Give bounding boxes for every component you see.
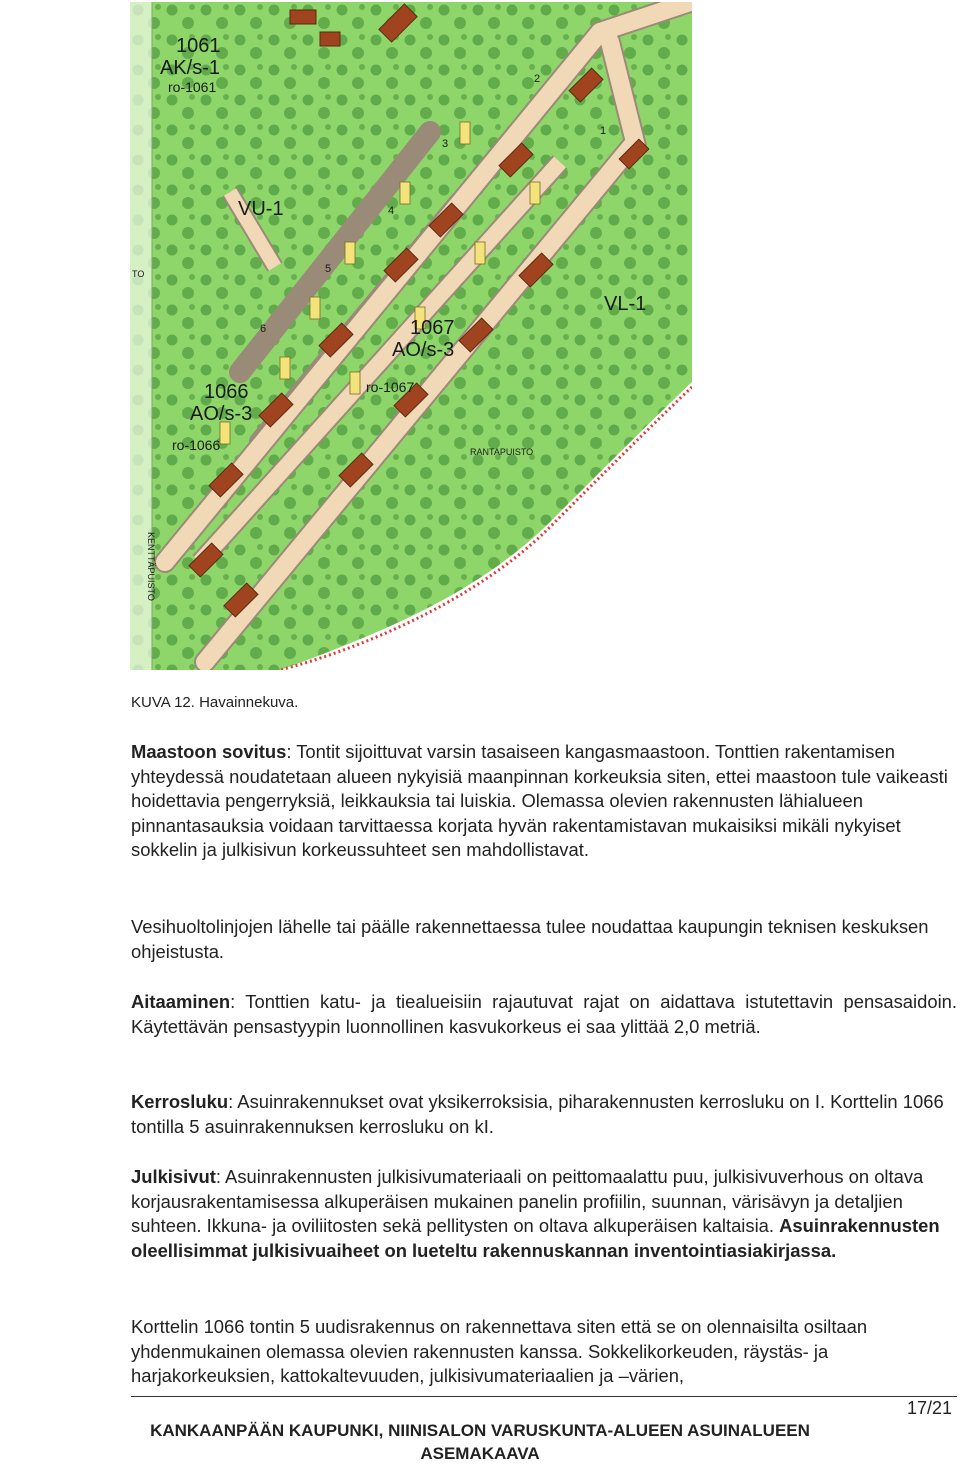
map-label-plot-3: 3 — [442, 138, 449, 150]
map-label-ro-1067: ro-1067 — [366, 379, 415, 395]
footer-line-2: ASEMAKAAVA — [420, 1444, 540, 1463]
footer-divider — [131, 1396, 957, 1397]
site-plan-illustration — [130, 2, 692, 670]
map-label-block-1067: 1067 — [410, 317, 455, 339]
paragraph-maastoon-sovitus — [131, 740, 957, 863]
heading-kerrosluku: Kerrosluku — [131, 1091, 229, 1112]
map-label-rantapuisto: RANTAPUISTO — [470, 447, 534, 457]
map-label-to: TO — [132, 269, 145, 279]
footer-line-1: KANKAANPÄÄN KAUPUNKI, NIINISALON VARUSKUNTA-ALUEEN ASUINALUEEN — [150, 1421, 810, 1440]
map-label-plot-4: 4 — [388, 205, 395, 217]
map-label-plot-6: 6 — [260, 323, 267, 335]
map-label-vu1: VU-1 — [238, 198, 284, 220]
text-kerrosluku: : Asuinrakennukset ovat yksikerroksisia, piharakennusten kerrosluku on I. Korttelin 1066 tontilla 5 asuinrakennuksen kerrosluku on kI. — [131, 1091, 944, 1137]
map-label-zone-ak: AK/s-1 — [160, 57, 221, 79]
heading-julkisivut: Julkisivut — [131, 1166, 216, 1187]
text-julkisivut: : Asuinrakennusten julkisivumateriaali on peittomaalattu puu, julkisivuverhous on oltava korjausrakentamisessa alkuperäisen mukainen panelin profiilin, suunnan, värisävyn ja detaljien suhteen. Ikkuna- ja oviliitosten sekä pellitysten on oltava alkuperäisen kaltaisia. — [131, 1166, 924, 1236]
paragraph-kerrosluku — [131, 1090, 957, 1139]
map-label-zone-ao-1067: AO/s-3 — [392, 339, 455, 361]
text-aitaaminen: : Tonttien katu- ja tiealueisiin rajautuvat rajat on aidattava istutettavin pensasaidoin. Käytettävän pensastyypin luonnollinen kasvukorkeus ei saa ylittää 2,0 metriä. — [131, 991, 957, 1037]
heading-maastoon-sovitus: Maastoon sovitus — [131, 741, 287, 762]
paragraph-uudisrakennus — [131, 1315, 957, 1389]
paragraph-vesihuolto — [131, 915, 957, 964]
map-label-plot-5: 5 — [325, 263, 332, 275]
text-julkisivut-emphasis: Asuinrakennusten oleellisimmat julkisivuaiheet on lueteltu rakennuskannan inventointiasiakirjassa. — [131, 1215, 940, 1261]
text-uudisrakennus: Korttelin 1066 tontin 5 uudisrakennus on rakennettava siten että se on olennaisilta osiltaan yhdenmukainen olemassa olevien rakennusten kanssa. Sokkelikorkeuden, räystäs- ja harjakorkeuksien, kattokaltevuuden, julkisivumateriaalien ja –värien, — [131, 1316, 868, 1386]
text-maastoon-sovitus: : Tontit sijoittuvat varsin tasaiseen kangasmaastoon. Tonttien rakentamisen yhteydessä noudatetaan alueen nykyisiä maanpinnan korkeuksia siten, ettei maastoon tule vaikeasti hoidettavia pengerryksiä, leikkauksia tai luiskia. Olemassa olevien rakennusten lähialueen pinnantasauksia voidaan tarvittaessa korjata hyvän rakentamistavan mukaisiksi mikäli nykyiset sokkelin ja julkisivun korkeussuhteet sen mahdollistavat. — [131, 741, 948, 860]
map-label-block-1066: 1066 — [204, 381, 249, 403]
map-label-ro-1061: ro-1061 — [168, 79, 217, 95]
paragraph-aitaaminen — [131, 990, 957, 1039]
map-label-plot-1: 1 — [600, 125, 607, 137]
map-label-zone-ao-1066: AO/s-3 — [190, 403, 253, 425]
document-footer — [0, 1419, 960, 1465]
map-label-plot-2: 2 — [534, 73, 541, 85]
text-vesihuolto: Vesihuoltolinjojen lähelle tai päälle rakennettaessa tulee noudattaa kaupungin teknisen keskuksen ohjeistusta. — [131, 916, 929, 962]
heading-aitaaminen: Aitaaminen — [131, 991, 231, 1012]
figure-caption: KUVA 12. Havainnekuva. — [131, 694, 299, 711]
map-label-kenttapuisto: KENTTÄPUISTO — [146, 532, 156, 601]
page-number: 17/21 — [906, 1398, 952, 1418]
map-label-block-1061: 1061 — [176, 35, 221, 57]
map-label-vl1: VL-1 — [604, 293, 647, 315]
paragraph-julkisivut — [131, 1165, 957, 1263]
map-label-ro-1066: ro-1066 — [172, 437, 221, 453]
